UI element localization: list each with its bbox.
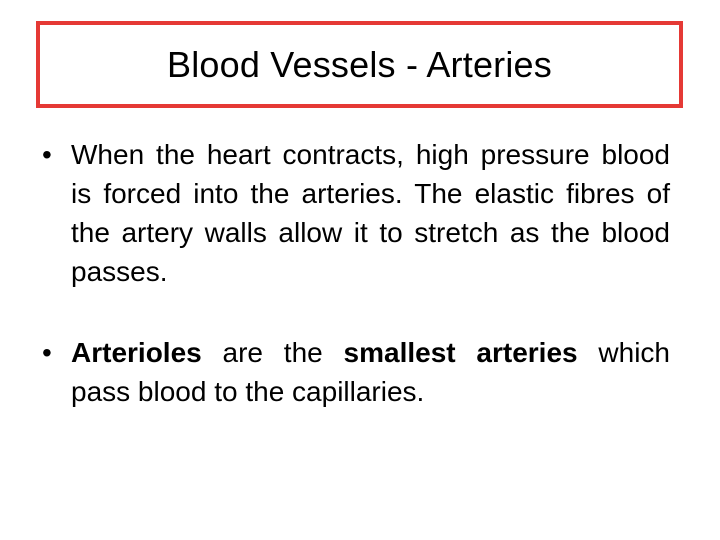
bullet-text: When the heart contracts, high pressure blood is forced into the arteries. The elastic fibres of the artery walls allow it to stretch as the blood passes.: [71, 139, 670, 287]
title-box: [36, 21, 683, 108]
bullet-text-part: are the: [201, 337, 344, 368]
bullet-dot: •: [42, 139, 52, 170]
bullet-list: [42, 135, 670, 411]
term-arterioles: Arterioles: [71, 337, 202, 368]
term-smallest-arteries: smallest arteries: [343, 337, 578, 368]
bullet-item-heart-contracts: [42, 135, 670, 291]
bullet-item-arterioles: [42, 333, 670, 411]
bullet-dot: •: [42, 337, 52, 368]
slide-title: Blood Vessels - Arteries: [167, 43, 552, 85]
bullet-text-part: which pass blood to the capillaries.: [71, 337, 670, 407]
